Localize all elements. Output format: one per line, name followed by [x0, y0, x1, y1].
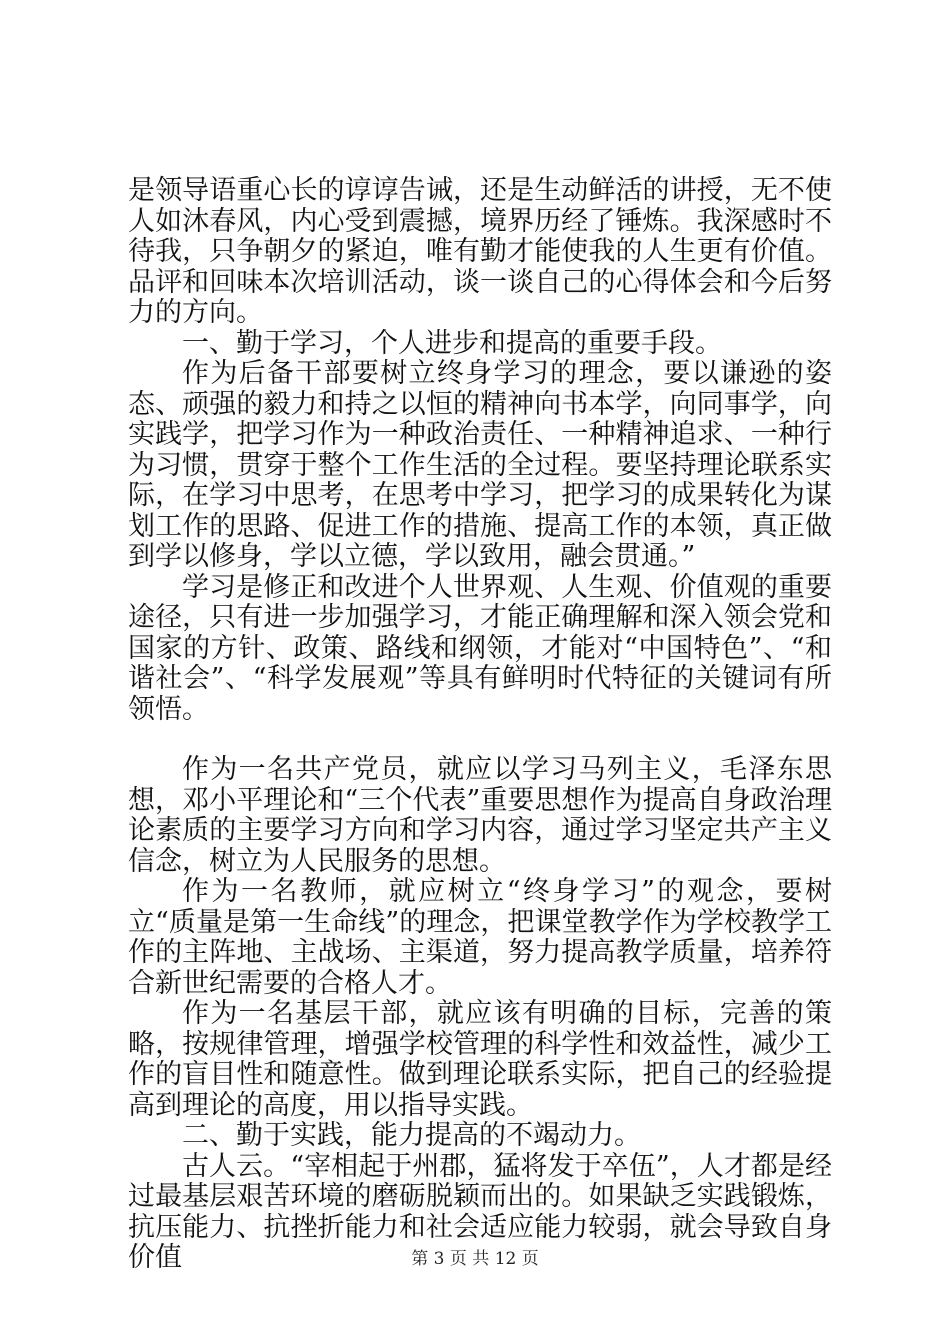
- paragraph-lifelong-learning: 作为后备干部要树立终身学习的理念，要以谦逊的姿态、顽强的毅力和持之以恒的精神向书本学，向同事学，向实践学，把学习作为一种政治责任、一种精神追求、一种行为习惯，贯穿于整个工作生活的全过程。要坚持理论联系实际，在学习中思考，在思考中学习，把学习的成果转化为谋划工作的思路、促进工作的措施、提高工作的本领，真正做到学以修身，学以立德，学以致用，融会贯通。”: [128, 358, 832, 572]
- paragraph-intro: 是领导语重心长的谆谆告诫，还是生动鲜活的讲授，无不使人如沐春风，内心受到震撼，境界历经了锤炼。我深感时不待我，只争朝夕的紧迫，唯有勤才能使我的人生更有价值。品评和回味本次培训活动，谈一谈自己的心得体会和今后努力的方向。: [128, 175, 832, 328]
- document-body: [128, 176, 832, 1274]
- paragraph-learning-importance: 学习是修正和改进个人世界观、人生观、价值观的重要途径，只有进一步加强学习，才能正确理解和深入领会党和国家的方针、政策、路线和纲领，才能对“中国特色”、“和谐社会”、“科学发展观”等具有鲜明时代特征的关键词有所领悟。: [128, 571, 832, 725]
- page-number-footer: 第 3 页 共 12 页: [411, 1249, 539, 1269]
- paragraph-cadre: 作为一名基层干部，就应该有明确的目标，完善的策略，按规律管理，增强学校管理的科学性和效益性，减少工作的盲目性和随意性。做到理论联系实际，把自己的经验提高到理论的高度，用以指导实践。: [128, 998, 832, 1121]
- section-heading-2: 二、勤于实践，能力提高的不竭动力。: [182, 1120, 641, 1151]
- section-heading-1: 一、勤于学习，个人进步和提高的重要手段。: [182, 327, 722, 359]
- paragraph-party-member: 作为一名共产党员，就应以学习马列主义，毛泽东思想，邓小平理论和“三个代表”重要思想作为提高自身政治理论素质的主要学习方向和学习内容，通过学习坚定共产主义信念，树立为人民服务的思想。: [128, 754, 832, 877]
- paragraph-practice: 古人云。“宰相起于州郡，猛将发于卒伍”，人才都是经过最基层艰苦环境的磨砺脱颖而出的。如果缺乏实践锻炼，抗压能力、抗挫折能力和社会适应能力较弱，就会导致自身价值: [128, 1150, 832, 1273]
- paragraph-teacher: 作为一名教师，就应树立“终身学习”的观念，要树立“质量是第一生命线”的理念，把课堂教学作为学校教学工作的主阵地、主战场、主渠道，努力提高教学质量，培养符合新世纪需要的合格人才。: [128, 876, 832, 999]
